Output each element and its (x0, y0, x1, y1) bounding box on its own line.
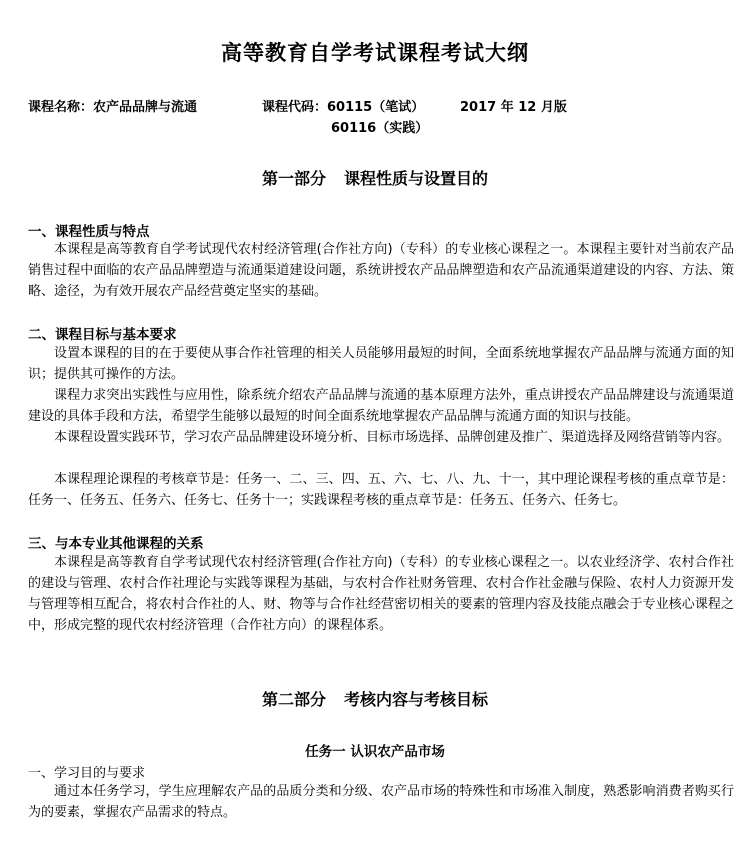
section-heading-relation: 三、与本专业其他课程的关系 (28, 536, 204, 552)
course-name: 课程名称：农产品品牌与流通 (28, 100, 198, 115)
paragraph-goals-1: 设置本课程的目的在于要使从事合作社管理的相关人员能够用最短的时间，全面系统地掌握农产品品牌与流通方面的知识；提供其可操作的方法。 (28, 346, 734, 382)
paragraph-goals-3: 本课程设置实践环节，学习农产品品牌建设环境分析、目标市场选择、品牌创建及推广、渠道选择及网络营销等内容。 (54, 430, 731, 445)
section-heading-nature: 一、课程性质与特点 (28, 224, 150, 240)
document-title: 高等教育自学考试课程考试大纲 (221, 40, 529, 65)
paragraph-goals-4: 本课程理论课程的考核章节是：任务一、二、三、四、五、六、七、八、九、十一，其中理论课程考核的重点章节是：任务一、任务五、任务六、任务七、任务十一；实践课程考核的重点章节是：任务五、任务六、任务七。 (28, 472, 734, 508)
section-heading-goals: 二、课程目标与基本要求 (28, 327, 177, 343)
part-two-label: 第二部分 (261, 690, 326, 709)
task-one-heading: 任务一 认识农产品市场 (305, 744, 445, 760)
part-two-title: 考核内容与考核目标 (344, 690, 489, 709)
course-code-practice: 60116（实践） (331, 121, 429, 136)
task-one-subheading: 一、学习目的与要求 (28, 766, 146, 781)
edition: 2017 年 12 月版 (460, 100, 567, 115)
part-one-heading (0, 166, 750, 189)
course-code-written: 课程代码：60115（笔试） (262, 100, 425, 115)
paragraph-nature: 本课程是高等教育自学考试现代农村经济管理(合作社方向)（专科）的专业核心课程之一。本课程主要针对当前农产品销售过程中面临的农产品品牌塑造与流通渠道建设问题，系统讲授农产品品牌塑造和农产品流通渠道建设的内容、方法、策略、途径，为有效开展农产品经营奠定坚实的基础。 (28, 242, 734, 299)
part-one-title: 课程性质与设置目的 (344, 169, 489, 188)
part-one-label: 第一部分 (261, 169, 326, 188)
part-two-heading (0, 687, 750, 710)
paragraph-relation: 本课程是高等教育自学考试现代农村经济管理(合作社方向)（专科）的专业核心课程之一。以农业经济学、农村合作社的建设与管理、农村合作社理论与实践等课程为基础，与农村合作社财务管理、农村合作社金融与保险、农村人力资源开发与管理等相互配合，将农村合作社的人、财、物等与合作社经营密切相关的要素的管理内容及技能点融会于专业核心课程之中，形成完整的现代农村经济管理（合作社方向）的课程体系。 (28, 555, 734, 633)
paragraph-goals-2: 课程力求突出实践性与应用性，除系统介绍农产品品牌与流通的基本原理方法外，重点讲授农产品品牌建设与流通渠道建设的具体手段和方法，希望学生能够以最短的时间全面系统地掌握农产品品牌与流通方面的知识与技能。 (28, 388, 734, 424)
task-one-paragraph: 通过本任务学习，学生应理解农产品的品质分类和分级、农产品市场的特殊性和市场准入制度，熟悉影响消费者购买行为的要素，掌握农产品需求的特点。 (28, 784, 734, 820)
